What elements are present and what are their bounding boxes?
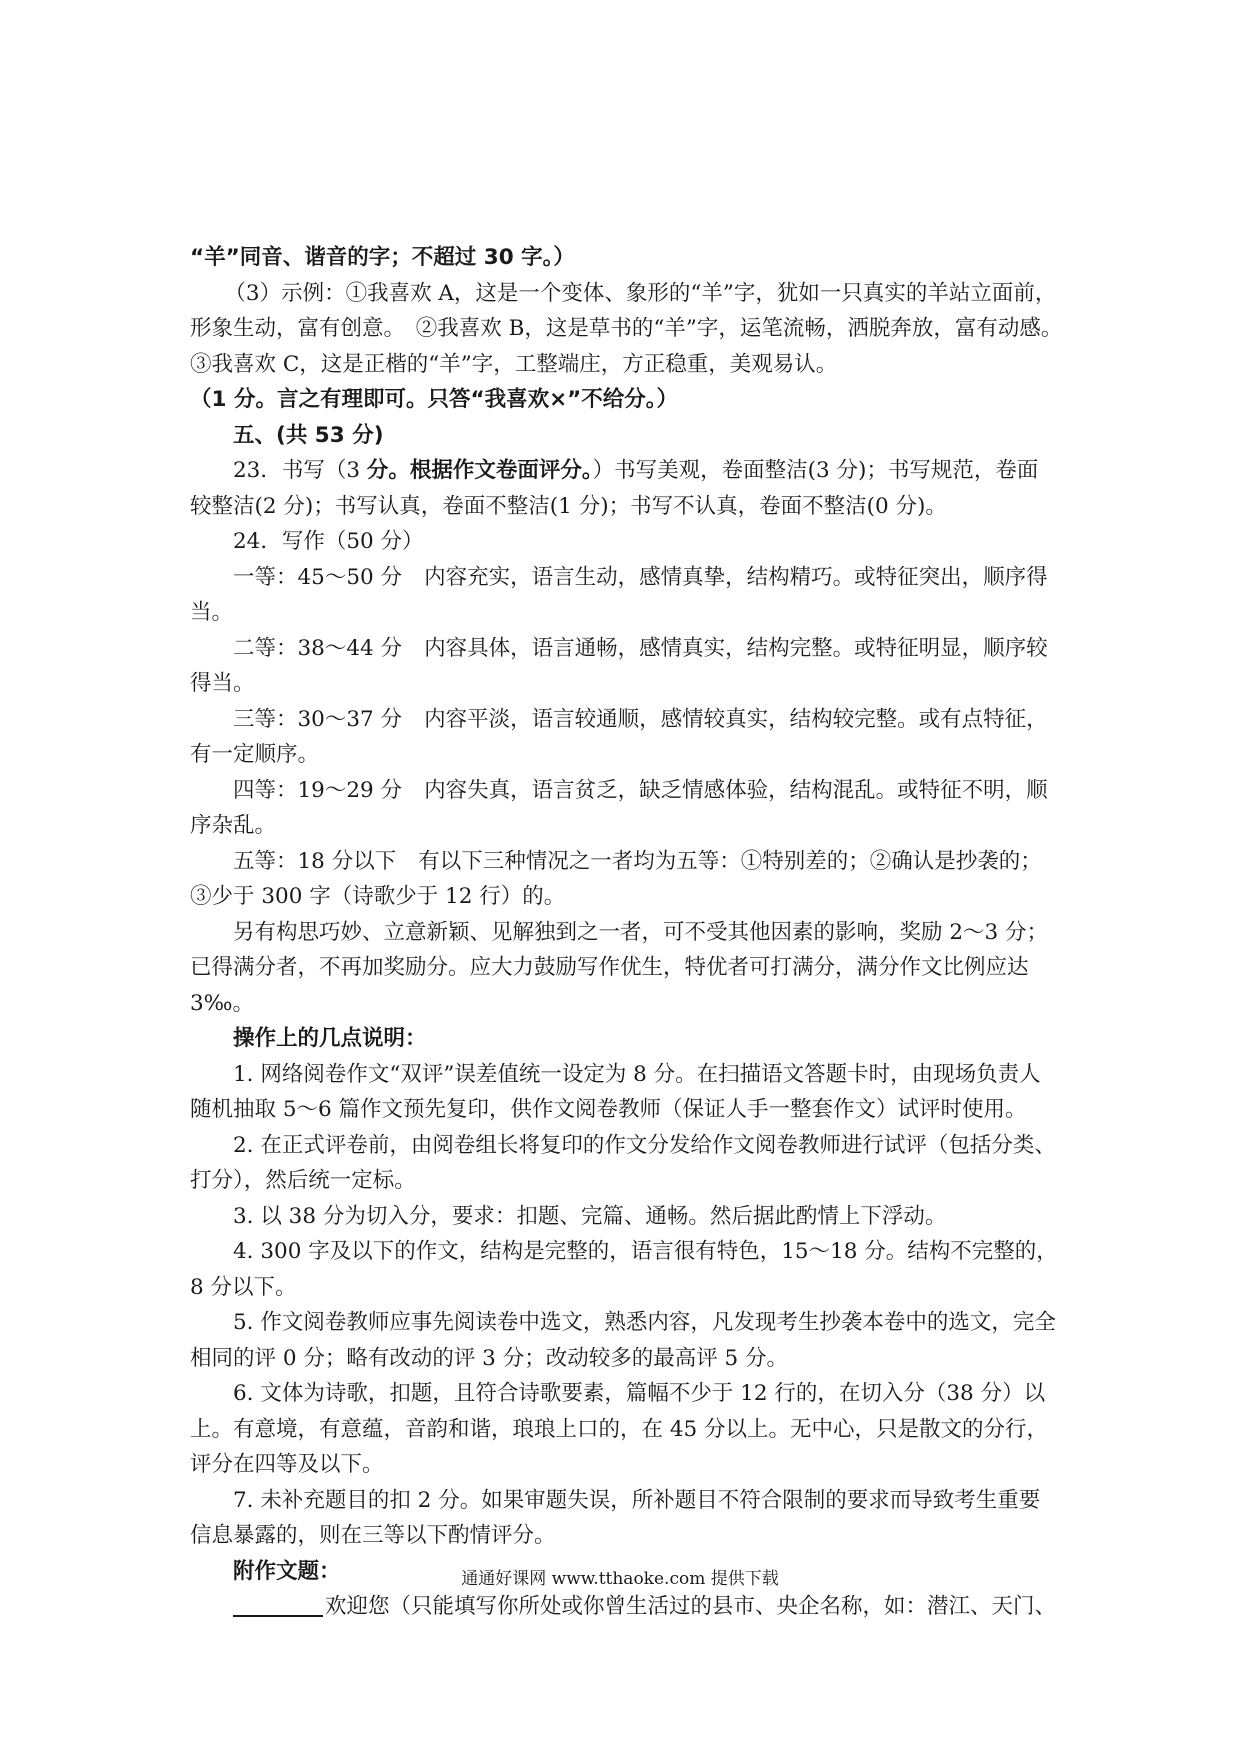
grade-two-text: 内容具体，语言通畅，感情真实，结构完整。或特征明显，顺序较得当。 (190, 635, 1048, 696)
grade-three-text: 内容平淡，语言较通顺，感情较真实，结构较完整。或有点特征，有一定顺序。 (190, 706, 1048, 767)
grade-five (190, 844, 1058, 915)
bonus-rule: 另有构思巧妙、立意新颖、见解独到之一者，可不受其他因素的影响，奖励 2～3 分；已得满分者，不再加奖励分。应大力鼓励写作优生，特优者可打满分，满分作文比例应达 3‰。 (190, 919, 1049, 1016)
operation-note-3: 3. 以 38 分为切入分，要求：扣题、完篇、通畅。然后据此酌情上下浮动。 (233, 1203, 947, 1229)
essay-prompt-text: 欢迎您（只能填写你所处或你曾生活过的县市、央企名称，如：潜江、天门、 (325, 1594, 1057, 1619)
operation-note-4: 4. 300 字及以下的作文，结构是完整的，语言很有特色，15～18 分。结构不完整的，8 分以下。 (190, 1239, 1058, 1300)
attached-essay-heading: 附作文题： (233, 1558, 341, 1584)
grade-two-label: 二等：38～44 分 (233, 635, 403, 661)
grade-four-label: 四等：19～29 分 (233, 777, 403, 803)
grade-one-label: 一等：45～50 分 (233, 564, 403, 590)
answer-continuation: “羊”同音、谐音的字；不超过 30 字。） (190, 245, 575, 270)
operation-note-5: 5. 作文阅卷教师应事先阅读卷中选文，熟悉内容，凡发现考生抄袭本卷中的选文，完全相同的评 0 分；略有改动的评 3 分；改动较多的最高评 5 分。 (190, 1310, 1056, 1371)
operation-note-1: 1. 网络阅卷作文“双评”误差值统一设定为 8 分。在扫描语文答题卡时，由现场负责人随机抽取 5～6 篇作文预先复印，供作文阅卷教师（保证人手一整套作文）试评时使用。 (190, 1061, 1041, 1122)
answer-q3-examples: （3）示例：①我喜欢 A，这是一个变体、象形的“羊”字，犹如一只真实的羊站立面前，形象生动，富有创意。 ②我喜欢 B，这是草书的“羊”字，运笔流畅，洒脱奔放，富有动感。 ③我喜欢 C，这是正楷的“羊”字，工整端庄，方正稳重，美观易认。 (190, 280, 1074, 377)
q23-label: 23．书写（3 (233, 458, 367, 483)
page-footer: 通通好课网 www.tthaoke.com 提供下载 (461, 1569, 779, 1589)
grade-five-text: 有以下三种情况之一者均为五等：①特别差的；②确认是抄袭的；③少于 300 字（诗歌少于 12 行）的。 (190, 848, 1042, 909)
operations-heading: 操作上的几点说明： (233, 1026, 427, 1051)
q23-bold-note: 分。根据作文卷面评分。 (366, 458, 593, 483)
question-23-handwriting (190, 453, 1058, 524)
grade-two (190, 631, 1058, 702)
grade-four-text: 内容失真，语言贫乏，缺乏情感体验，结构混乱。或特征不明，顺序杂乱。 (190, 777, 1048, 838)
grade-one-text: 内容充实，语言生动，感情真挚，结构精巧。或特征突出，顺序得当。 (190, 564, 1048, 625)
q23-criteria: ）书写美观，卷面整洁(3 分)；书写规范，卷面较整洁(2 分)；书写认真，卷面不整洁(1 分)；书写不认真，卷面不整洁(0 分)。 (190, 458, 1039, 519)
operation-note-7: 7. 未补充题目的扣 2 分。如果审题失误，所补题目不符合限制的要求而导致考生重要信息暴露的，则在三等以下酌情评分。 (190, 1487, 1041, 1548)
operation-note-6: 6. 文体为诗歌，扣题，且符合诗歌要素，篇幅不少于 12 行的，在切入分（38 分）以上。有意境，有意蕴，音韵和谐，琅琅上口的，在 45 分以上。无中心，只是散文的分行，评分在四等及以下。 (190, 1381, 1049, 1477)
grade-five-label: 五等：18 分以下 (233, 848, 397, 874)
grade-one (190, 560, 1058, 631)
blank-underline (233, 1591, 323, 1617)
grade-four (190, 773, 1058, 844)
answer-q3-scoring-note: （1 分。言之有理即可。只答“我喜欢×”不给分。） (190, 387, 678, 412)
operation-note-2: 2. 在正式评卷前，由阅卷组长将复印的作文分发给作文阅卷教师进行试评（包括分类、打分），然后统一定标。 (190, 1132, 1056, 1193)
grade-three-label: 三等：30～37 分 (233, 706, 403, 732)
grade-three (190, 702, 1058, 773)
section-five-heading: 五、(共 53 分) (233, 422, 384, 448)
page-content (190, 240, 1074, 1625)
question-24-writing: 24．写作（50 分） (233, 529, 424, 554)
essay-prompt (190, 1589, 1058, 1625)
